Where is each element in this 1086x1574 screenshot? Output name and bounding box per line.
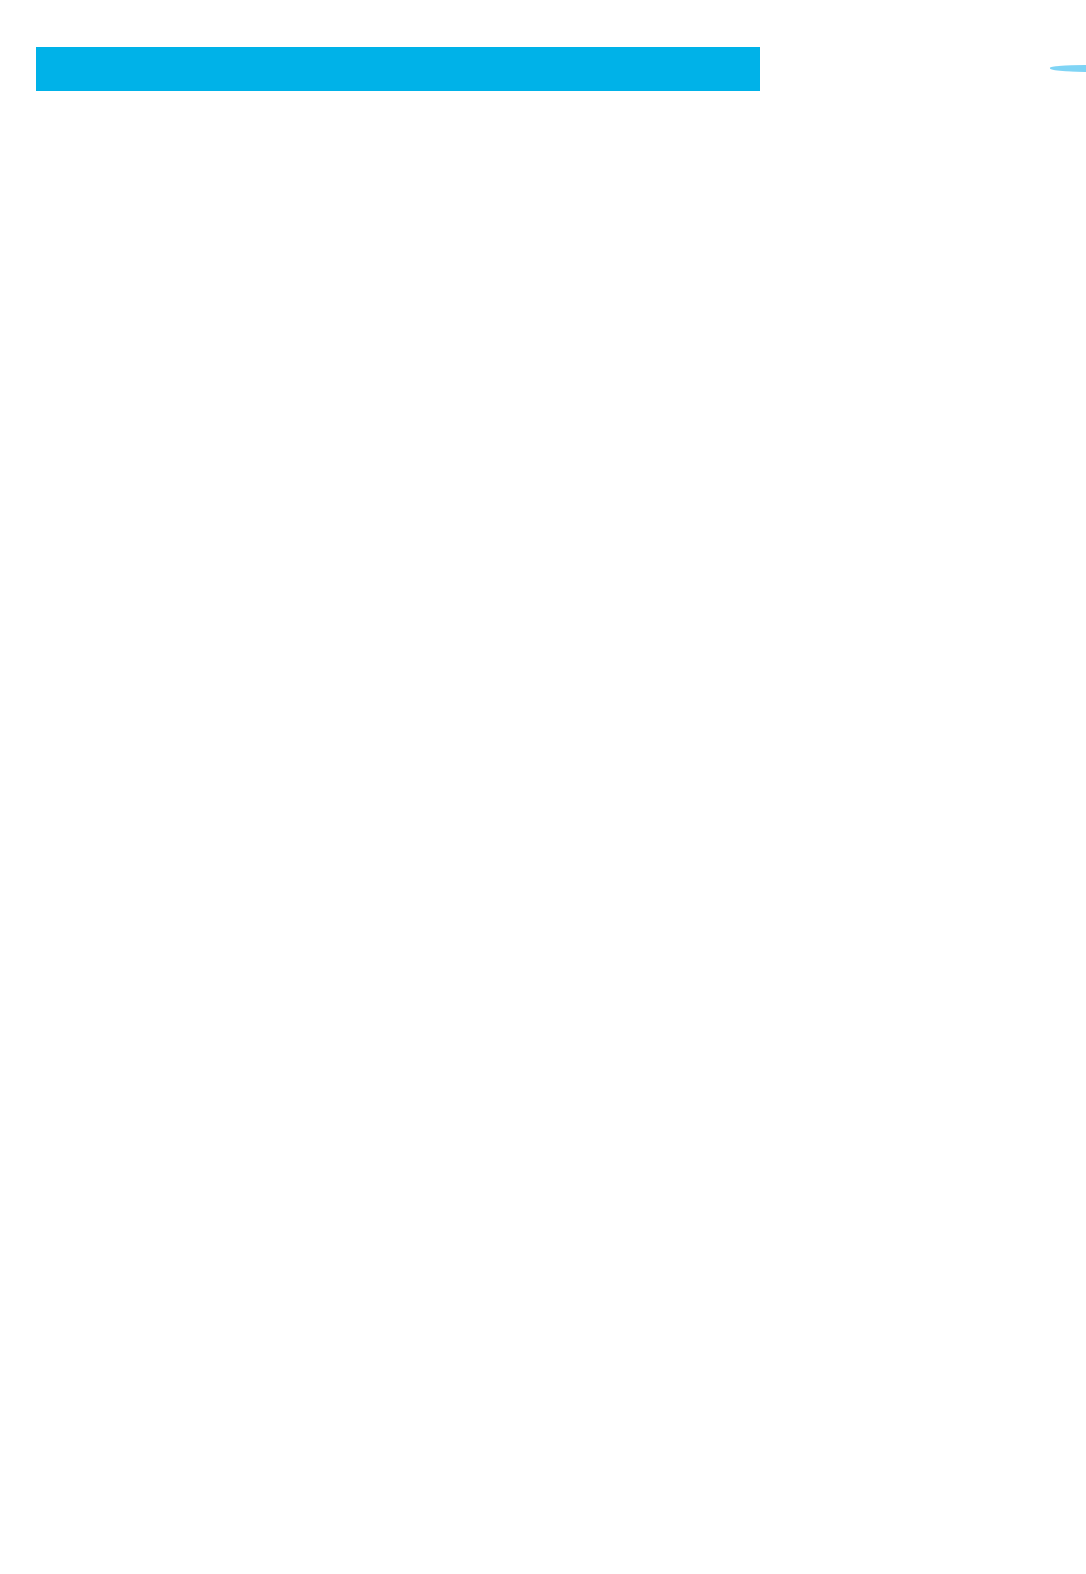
calendar-page [0, 38, 1086, 1574]
wave-icon [1050, 65, 1086, 72]
title-bar [36, 47, 760, 91]
masthead [36, 38, 1050, 100]
